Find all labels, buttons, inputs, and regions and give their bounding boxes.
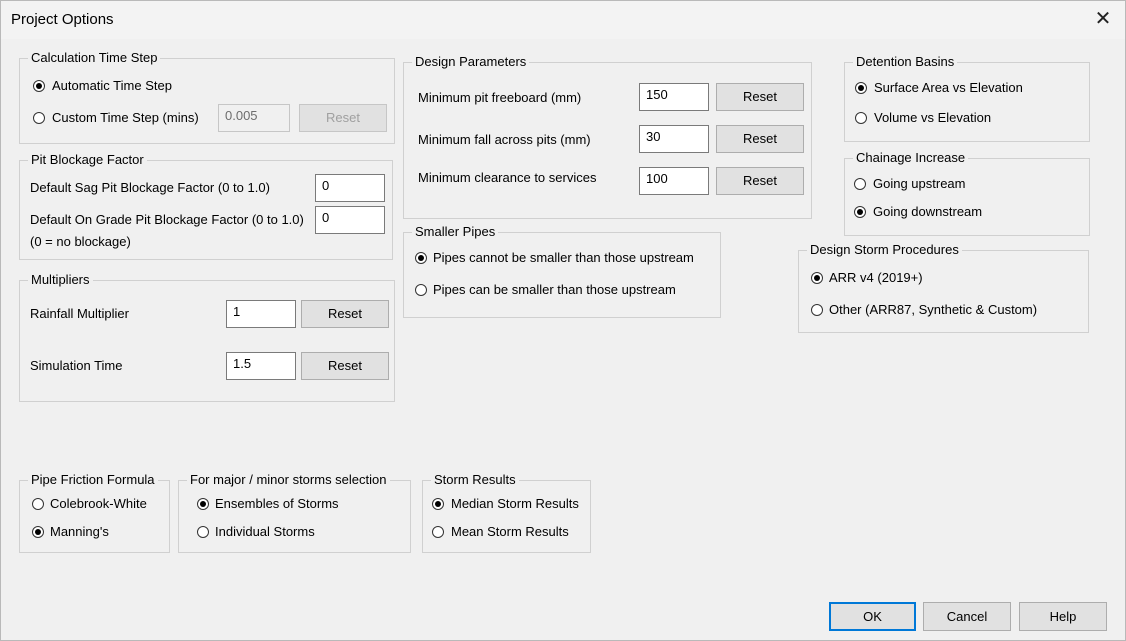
simulation-time-reset-button[interactable]: Reset (301, 352, 389, 380)
cancel-button[interactable]: Cancel (923, 602, 1011, 631)
group-legend: Design Parameters (412, 54, 529, 70)
group-legend: Multipliers (28, 272, 93, 288)
mannings-label: Manning's (50, 524, 109, 539)
design-parameters-group (403, 54, 812, 219)
fall-input[interactable]: 30 (639, 125, 709, 153)
blockage-note: (0 = no blockage) (30, 234, 131, 249)
freeboard-label: Minimum pit freeboard (mm) (418, 90, 582, 105)
individual-storms-label: Individual Storms (215, 524, 315, 539)
clearance-input[interactable]: 100 (639, 167, 709, 195)
group-legend: Pit Blockage Factor (28, 152, 147, 168)
other-storm-label: Other (ARR87, Synthetic & Custom) (829, 302, 1038, 317)
automatic-time-step-label: Automatic Time Step (52, 78, 172, 93)
group-legend: Calculation Time Step (28, 50, 160, 66)
freeboard-reset-button[interactable]: Reset (716, 83, 804, 111)
smaller-pipes-group (403, 224, 721, 318)
calc-time-step-group (19, 50, 395, 144)
ongrade-blockage-label: Default On Grade Pit Blockage Factor (0 to 1.0) (30, 212, 304, 227)
design-storm-group (798, 242, 1089, 333)
pipes-can-be-smaller-radio[interactable] (415, 284, 427, 296)
pipes-can-be-smaller-label: Pipes can be smaller than those upstream (433, 282, 676, 297)
dialog-title: Project Options (11, 11, 114, 28)
group-legend: Storm Results (431, 472, 519, 488)
individual-storms-radio[interactable] (197, 526, 209, 538)
going-downstream-label: Going downstream (873, 204, 983, 219)
simulation-time-label: Simulation Time (30, 358, 123, 373)
volume-radio[interactable] (855, 112, 867, 124)
fall-label: Minimum fall across pits (mm) (418, 132, 591, 147)
surface-area-radio[interactable] (855, 82, 867, 94)
sag-blockage-label: Default Sag Pit Blockage Factor (0 to 1.0) (30, 180, 270, 195)
rainfall-multiplier-reset-button[interactable]: Reset (301, 300, 389, 328)
custom-time-step-radio[interactable] (33, 112, 45, 124)
ensembles-radio[interactable] (197, 498, 209, 510)
storm-selection-group (178, 472, 411, 553)
median-results-label: Median Storm Results (451, 496, 579, 511)
arr-v4-label: ARR v4 (2019+) (829, 270, 923, 285)
group-legend: For major / minor storms selection (187, 472, 390, 488)
custom-time-step-reset-button[interactable]: Reset (299, 104, 387, 132)
help-button[interactable]: Help (1019, 602, 1107, 631)
multipliers-group (19, 272, 395, 402)
fall-reset-button[interactable]: Reset (716, 125, 804, 153)
going-upstream-label: Going upstream (873, 176, 966, 191)
mean-results-radio[interactable] (432, 526, 444, 538)
mean-results-label: Mean Storm Results (451, 524, 569, 539)
sag-blockage-input[interactable]: 0 (315, 174, 385, 202)
ensembles-label: Ensembles of Storms (215, 496, 339, 511)
other-storm-radio[interactable] (811, 304, 823, 316)
group-legend: Chainage Increase (853, 150, 968, 166)
arr-v4-radio[interactable] (811, 272, 823, 284)
surface-area-label: Surface Area vs Elevation (874, 80, 1023, 95)
group-legend: Smaller Pipes (412, 224, 498, 240)
rainfall-multiplier-label: Rainfall Multiplier (30, 306, 129, 321)
freeboard-input[interactable]: 150 (639, 83, 709, 111)
median-results-radio[interactable] (432, 498, 444, 510)
colebrook-white-radio[interactable] (32, 498, 44, 510)
custom-time-step-label: Custom Time Step (mins) (52, 110, 199, 125)
simulation-time-input[interactable]: 1.5 (226, 352, 296, 380)
storm-results-group (422, 472, 591, 553)
going-upstream-radio[interactable] (854, 178, 866, 190)
pipe-friction-group (19, 472, 170, 553)
automatic-time-step-radio[interactable] (33, 80, 45, 92)
custom-time-step-input[interactable]: 0.005 (218, 104, 290, 132)
clearance-reset-button[interactable]: Reset (716, 167, 804, 195)
close-icon[interactable]: ✕ (1094, 8, 1112, 30)
group-legend: Detention Basins (853, 54, 957, 70)
mannings-radio[interactable] (32, 526, 44, 538)
ongrade-blockage-input[interactable]: 0 (315, 206, 385, 234)
pit-blockage-group (19, 152, 393, 260)
clearance-label: Minimum clearance to services (418, 170, 597, 185)
colebrook-white-label: Colebrook-White (50, 496, 147, 511)
title-bar (1, 1, 1125, 39)
pipes-cannot-be-smaller-label: Pipes cannot be smaller than those upstream (433, 250, 694, 265)
group-legend: Pipe Friction Formula (28, 472, 158, 488)
ok-button[interactable]: OK (829, 602, 916, 631)
going-downstream-radio[interactable] (854, 206, 866, 218)
rainfall-multiplier-input[interactable]: 1 (226, 300, 296, 328)
chainage-group (844, 150, 1090, 236)
pipes-cannot-be-smaller-radio[interactable] (415, 252, 427, 264)
volume-label: Volume vs Elevation (874, 110, 992, 125)
group-legend: Design Storm Procedures (807, 242, 962, 258)
detention-basins-group (844, 54, 1090, 142)
